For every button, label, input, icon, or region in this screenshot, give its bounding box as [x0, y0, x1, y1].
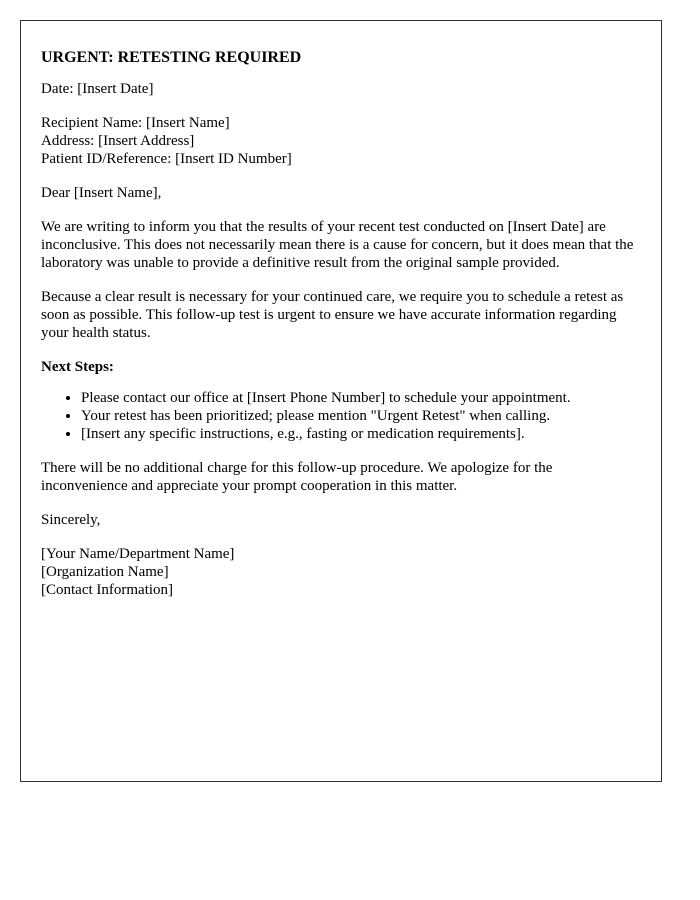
list-item: • [Insert any specific instructions, e.g., fasting or medication requirements].: [81, 425, 641, 443]
letter-date: Date: [Insert Date]: [41, 81, 154, 97]
signature-name: [Your Name/Department Name]: [41, 546, 235, 562]
salutation: Dear [Insert Name],: [41, 185, 162, 201]
list-item: • Please contact our office at [Insert Phone Number] to schedule your appointment.: [81, 389, 641, 407]
list-item: • Your retest has been prioritized; please mention "Urgent Retest" when calling.: [81, 407, 641, 425]
letter-page: [20, 20, 662, 782]
signoff: Sincerely,: [41, 512, 101, 528]
signature-organization: [Organization Name]: [41, 564, 169, 580]
letter-title: URGENT: RETESTING REQUIRED: [41, 49, 302, 66]
recipient-block: [41, 114, 641, 168]
signature-block: [41, 545, 641, 599]
next-steps-list: [41, 389, 641, 443]
patient-id: Patient ID/Reference: [Insert ID Number]: [41, 151, 292, 167]
body-paragraph: We are writing to inform you that the results of your recent test conducted on [Insert Date] are inconclusive. This does not necessarily mean there is a cause for concern, but it does mean that the laboratory was unable to provide a definitive result from the original sample provided.: [41, 219, 634, 271]
recipient-name: Recipient Name: [Insert Name]: [41, 115, 230, 131]
recipient-address: Address: [Insert Address]: [41, 133, 195, 149]
closing-paragraph: There will be no additional charge for this follow-up procedure. We apologize for the inconvenience and appreciate your prompt cooperation in this matter.: [41, 460, 553, 494]
next-steps-heading: Next Steps:: [41, 359, 114, 375]
signature-contact: [Contact Information]: [41, 582, 174, 598]
body-paragraph: Because a clear result is necessary for your continued care, we require you to schedule a retest as soon as possible. This follow-up test is urgent to ensure we have accurate information regarding your health status.: [41, 289, 624, 341]
